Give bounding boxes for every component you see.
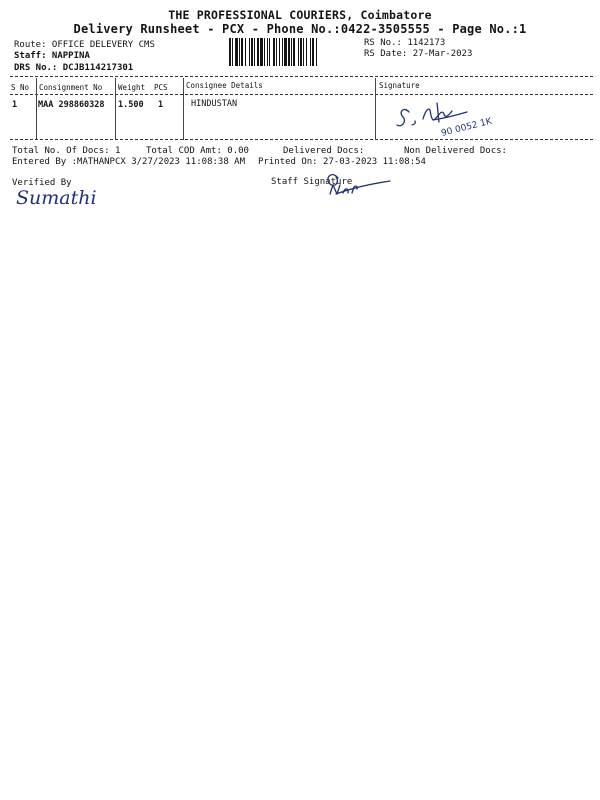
column-header-sno: S No	[11, 83, 30, 92]
barcode	[229, 38, 358, 66]
barcode-bar	[245, 38, 246, 66]
barcode-bar	[235, 38, 238, 66]
column-header-signature: Signature	[379, 81, 420, 90]
non-delivered-docs: Non Delivered Docs:	[404, 146, 507, 156]
column-header-consignment: Consignment No	[39, 83, 103, 92]
barcode-bar	[264, 38, 265, 66]
barcode-bar	[239, 38, 240, 66]
receiver-signature	[395, 98, 505, 140]
verifier-signature	[14, 178, 114, 216]
barcode-bar	[254, 38, 255, 66]
total-cod-amount: Total COD Amt: 0.00	[146, 146, 249, 156]
column-header-consignee: Consignee Details	[186, 81, 263, 90]
cell-consignee: HINDUSTAN	[191, 99, 238, 109]
column-divider	[36, 78, 37, 140]
cell-consignment-no: MAA 298860328	[38, 100, 105, 110]
barcode-bar	[279, 38, 280, 66]
barcode-bar	[310, 38, 311, 66]
cell-sno: 1	[12, 100, 18, 110]
table-header-rule	[10, 94, 593, 95]
rs-date: RS Date: 27-Mar-2023	[364, 49, 473, 59]
drs-number: DRS No.: DCJB114217301	[14, 63, 134, 73]
column-header-pcs: PCS	[154, 83, 168, 92]
barcode-bar	[312, 38, 314, 66]
runsheet-title: Delivery Runsheet - PCX - Phone No.:0422-3505555 - Page No.:1	[73, 22, 527, 36]
barcode-bar	[260, 38, 263, 66]
barcode-bar	[306, 38, 307, 66]
table-top-rule	[10, 76, 593, 77]
barcode-bar	[284, 38, 287, 66]
route-label: Route: OFFICE DELEVERY CMS	[14, 40, 155, 50]
printed-on: Printed On: 27-03-2023 11:08:54	[258, 157, 426, 167]
barcode-bar	[229, 38, 231, 66]
cell-pcs: 1	[158, 100, 164, 110]
barcode-bar	[269, 38, 270, 66]
company-title: THE PROFESSIONAL COURIERS, Coimbatore	[168, 8, 432, 22]
cell-weight: 1.500	[118, 100, 144, 110]
delivered-docs: Delivered Docs:	[283, 146, 365, 156]
column-divider	[115, 78, 116, 140]
verified-by-label: Verified By	[12, 178, 72, 188]
barcode-bar	[241, 38, 243, 66]
receiver-note: 90 0052 1K	[440, 116, 493, 139]
column-header-weight: Weight	[118, 83, 146, 92]
barcode-bar	[300, 38, 302, 66]
staff-label: Staff: NAPPINA	[14, 51, 90, 61]
barcode-bar	[249, 38, 250, 66]
barcode-bar	[257, 38, 259, 66]
barcode-bar	[267, 38, 268, 66]
barcode-bar	[232, 38, 233, 66]
entered-by: Entered By :MATHANPCX 3/27/2023 11:08:38 AM	[12, 157, 245, 167]
barcode-bar	[303, 38, 304, 66]
barcode-bar	[298, 38, 299, 66]
barcode-bar	[288, 38, 290, 66]
verifier-name: Sumathi	[16, 187, 97, 209]
barcode-bar	[276, 38, 277, 66]
barcode-bar	[251, 38, 253, 66]
table-bottom-rule	[10, 139, 593, 140]
total-docs: Total No. Of Docs: 1	[12, 146, 121, 156]
staff-signature-label: Staff Signature	[271, 177, 353, 187]
column-divider	[375, 78, 376, 140]
barcode-bar	[293, 38, 295, 66]
barcode-bar	[273, 38, 275, 66]
barcode-bar	[291, 38, 292, 66]
column-divider	[183, 78, 184, 140]
barcode-bar	[316, 38, 317, 66]
barcode-bar	[282, 38, 283, 66]
staff-signature	[322, 168, 394, 202]
rs-number: RS No.: 1142173	[364, 38, 446, 48]
